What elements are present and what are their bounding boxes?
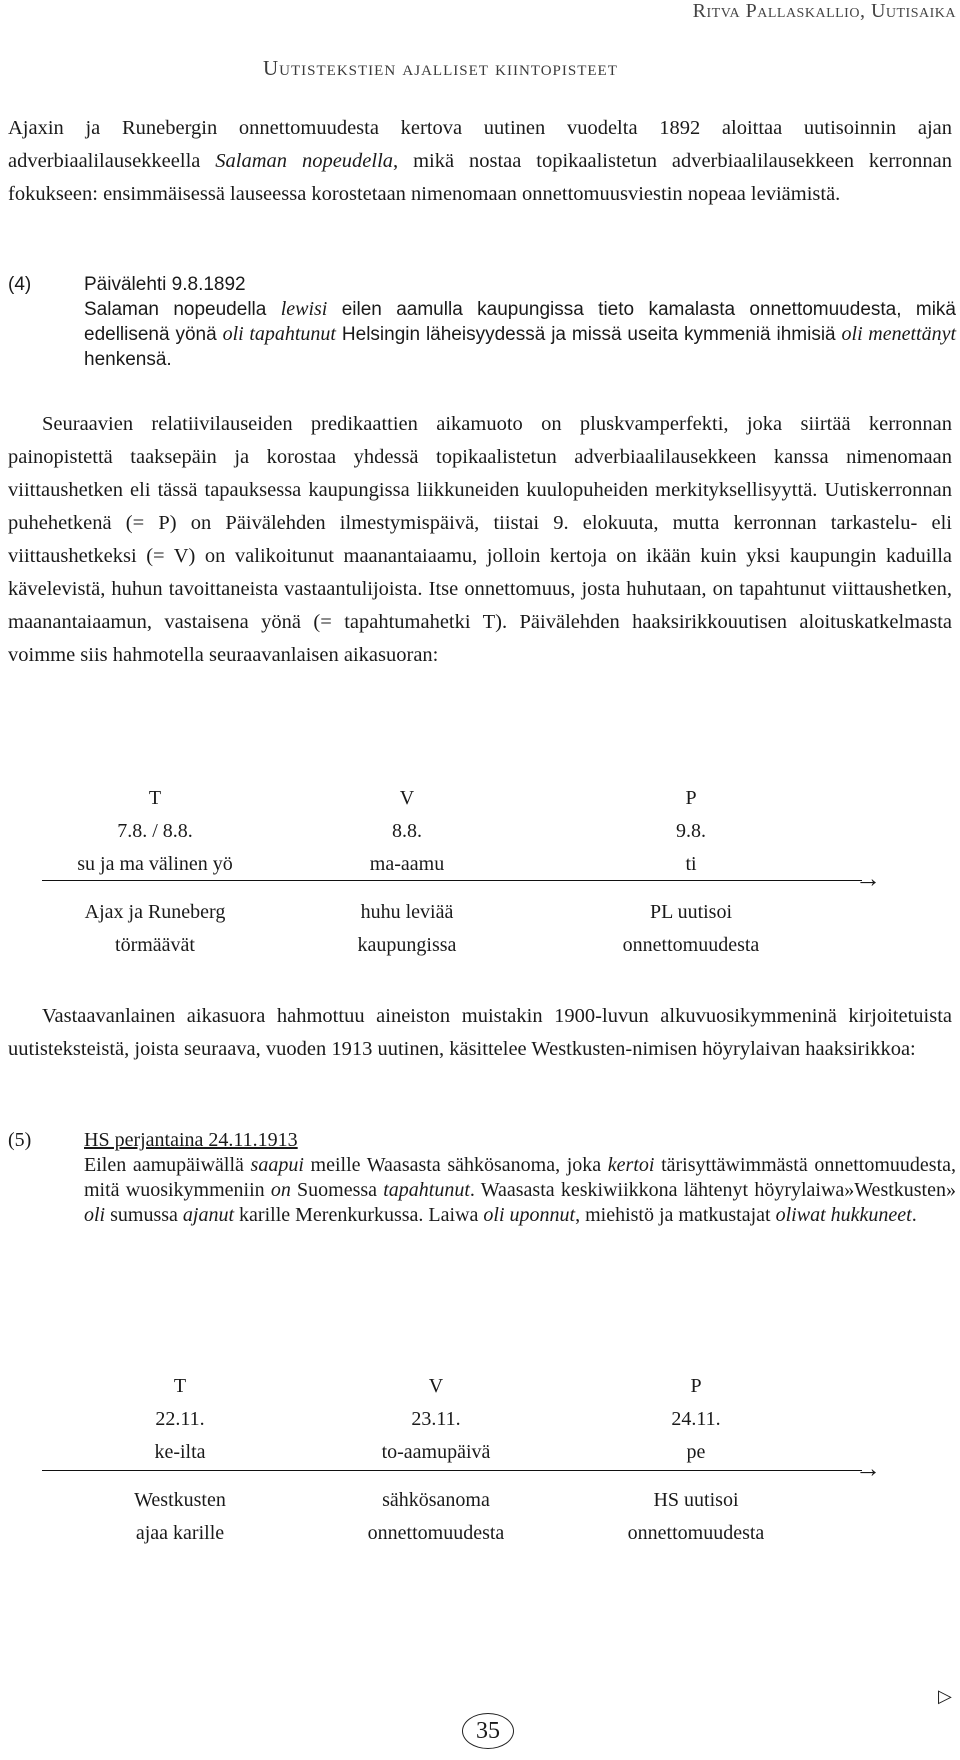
timeline-date: 9.8. bbox=[676, 820, 706, 842]
next-page-icon: ▷ bbox=[938, 1686, 952, 1706]
example-text: . bbox=[911, 1204, 917, 1226]
paragraph-2 bbox=[8, 408, 952, 672]
example-italic: tapahtunut bbox=[383, 1179, 470, 1201]
example-text: meille Waasasta sähkösanoma, joka bbox=[303, 1154, 608, 1176]
running-head: Ritva Pallaskallio, Uutisaika bbox=[692, 0, 956, 22]
example-italic: oli tapahtunut bbox=[222, 323, 336, 345]
paragraph-1-italic: Salaman nopeudella bbox=[215, 150, 394, 172]
timeline-event-P bbox=[571, 896, 811, 962]
example-text: sumussa bbox=[105, 1204, 183, 1226]
timeline-when: ti bbox=[685, 853, 697, 875]
timeline-event-line: sähkösanoma bbox=[382, 1489, 490, 1511]
timeline-when: ma-aamu bbox=[369, 853, 445, 875]
timeline-point-T bbox=[60, 1370, 300, 1469]
timeline-date: 7.8. / 8.8. bbox=[117, 820, 193, 842]
example-4 bbox=[8, 272, 957, 397]
arrow-right-icon: → bbox=[855, 864, 881, 893]
example-italic: kertoi bbox=[607, 1154, 655, 1176]
timeline-date: 8.8. bbox=[392, 820, 422, 842]
example-italic: lewisi bbox=[280, 298, 328, 320]
timeline-event-V bbox=[316, 1484, 556, 1550]
section-title: Uutistekstien ajalliset kiintopisteet bbox=[263, 56, 618, 80]
timeline-letter: T bbox=[148, 787, 162, 809]
timeline-event-line: onnettomuudesta bbox=[622, 934, 760, 956]
example-text: eilen aamulla kaupungissa tieto kamalasta onnettomuudesta, mikä edellisenä yönä bbox=[84, 299, 956, 345]
page-number: 35 bbox=[462, 1713, 514, 1749]
example-text: Eilen aamupäiwällä bbox=[84, 1154, 251, 1176]
timeline-event-line: Westkusten bbox=[134, 1489, 226, 1511]
paragraph-1-text-a: Ajaxin ja Runebergin onnettomuudesta kertova uutinen vuodelta 1892 aloittaa uutisoinnin ajan adverbiaalilausekkeella bbox=[8, 117, 952, 172]
timeline-event-line: kaupungissa bbox=[357, 934, 457, 956]
example-text: Suomessa bbox=[290, 1179, 384, 1201]
timeline-letter: P bbox=[685, 787, 697, 809]
timeline-letter: P bbox=[690, 1375, 702, 1397]
example-text: , miehistö ja matkustajat bbox=[575, 1204, 776, 1226]
example-source: HS perjantaina 24.11.1913 bbox=[84, 1129, 298, 1151]
timeline-event-P bbox=[576, 1484, 816, 1550]
example-text: karille Merenkurkussa. Laiwa bbox=[234, 1204, 484, 1226]
timeline-event-V bbox=[287, 896, 527, 962]
example-number: (5) bbox=[8, 1129, 32, 1151]
example-number: (4) bbox=[8, 274, 32, 295]
example-italic: oliwat hukkuneet bbox=[775, 1204, 912, 1226]
example-italic: ajanut bbox=[182, 1204, 235, 1226]
example-italic: oli bbox=[84, 1204, 106, 1226]
example-italic: saapui bbox=[250, 1154, 304, 1176]
timeline-when: su ja ma välinen yö bbox=[77, 853, 233, 875]
example-italic: oli uponnut bbox=[483, 1204, 576, 1226]
timeline-letter: T bbox=[173, 1375, 187, 1397]
timeline-point-V bbox=[287, 782, 527, 881]
timeline-axis bbox=[42, 880, 862, 881]
arrow-right-icon: → bbox=[855, 1454, 881, 1483]
paragraph-1-text-b: , mikä nostaa topikaalistetun adverbiaalilausekkeen kerronnan fokukseen: ensimmäisessä lauseessa korostetaan nimenomaan onnettomuusviestin nopeaa leviämistä. bbox=[8, 150, 952, 205]
timeline-event-line: onnettomuudesta bbox=[367, 1522, 505, 1544]
example-source: Päivälehti 9.8.1892 bbox=[84, 274, 246, 295]
timeline-when: pe bbox=[686, 1441, 706, 1463]
timeline-event-line: törmäävät bbox=[115, 934, 195, 956]
timeline-event-line: ajaa karille bbox=[135, 1522, 225, 1544]
timeline-2 bbox=[0, 1370, 960, 1570]
example-text: Salaman nopeudella bbox=[84, 299, 281, 320]
paragraph-3 bbox=[8, 1000, 952, 1066]
timeline-event-line: onnettomuudesta bbox=[627, 1522, 765, 1544]
timeline-when: to-aamupäivä bbox=[381, 1441, 491, 1463]
example-body bbox=[84, 1153, 956, 1228]
timeline-event-line: Ajax ja Runeberg bbox=[84, 901, 226, 923]
example-body bbox=[84, 297, 956, 372]
timeline-point-P bbox=[576, 1370, 816, 1469]
example-5 bbox=[8, 1128, 956, 1258]
timeline-point-V bbox=[316, 1370, 556, 1469]
timeline-point-T bbox=[35, 782, 275, 881]
example-italic: on bbox=[270, 1179, 291, 1201]
timeline-event-line: HS uutisoi bbox=[653, 1489, 739, 1511]
timeline-letter: V bbox=[428, 1375, 444, 1397]
example-text: tärisyttäwimmästä onnettomuudesta, mitä wuosikymmeniin bbox=[84, 1154, 956, 1201]
paragraph-3-text: Vastaavanlainen aikasuora hahmottuu aineiston muistakin 1900-luvun alkuvuosikymmeninä kirjoitetuista uutisteksteistä, joista seuraava, vuoden 1913 uutinen, käsittelee Westkusten-nimisen höyrylaivan haaksirikkoa: bbox=[8, 1005, 952, 1060]
example-text: . Waasasta keskiwiikkona lähtenyt höyrylaiwa»Westkusten» bbox=[469, 1179, 956, 1201]
timeline-event-line: PL uutisoi bbox=[649, 901, 733, 923]
timeline-date: 23.11. bbox=[411, 1408, 461, 1430]
example-italic: oli menettänyt bbox=[841, 323, 957, 345]
timeline-date: 24.11. bbox=[671, 1408, 721, 1430]
timeline-event-T bbox=[35, 896, 275, 962]
timeline-axis bbox=[42, 1470, 862, 1471]
timeline-point-P bbox=[571, 782, 811, 881]
example-text: henkensä. bbox=[84, 349, 172, 370]
timeline-letter: V bbox=[399, 787, 415, 809]
timeline-when: ke-ilta bbox=[154, 1441, 206, 1463]
paragraph-1 bbox=[8, 112, 952, 211]
timeline-1 bbox=[0, 782, 960, 962]
paragraph-2-text: Seuraavien relatiivilauseiden predikaattien aikamuoto on pluskvamperfekti, joka siirtää kerronnan painopistettä taaksepäin ja korostaa yhdessä topikaalistetun adverbiaalilausekkeen kanssa nimenomaan viittaushetken eli tässä tapauksessa kaupungissa liikkuneiden kuulopuheiden merkityksellisyyttä. Uutiskerronnan puhehetkenä (= P) on Päivälehden ilmestymispäivä, tiistai 9. elokuuta, mutta kerronnan tarkastelu- eli viittaushetkeksi (= V) on valikoitunut maanantaiaamu, jolloin kertoja on ikään kuin yksi kaupungin kaduilla kävelevistä, huhun tavoittaneista vastaantulijoista. Itse onnettomuus, josta huhutaan, on tapahtunut viittaushetken, maanantaiaamun, vastaisena yönä (= tapahtumahetki T). Päivälehden haaksirikkouutisen aloituskatkelmasta voimme siis hahmotella seuraavanlaisen aikasuoran: bbox=[8, 413, 952, 666]
timeline-date: 22.11. bbox=[155, 1408, 205, 1430]
example-text: Helsingin läheisyydessä ja missä useita kymmeniä ihmisiä bbox=[336, 324, 842, 345]
timeline-event-T bbox=[60, 1484, 300, 1550]
timeline-event-line: huhu leviää bbox=[360, 901, 454, 923]
